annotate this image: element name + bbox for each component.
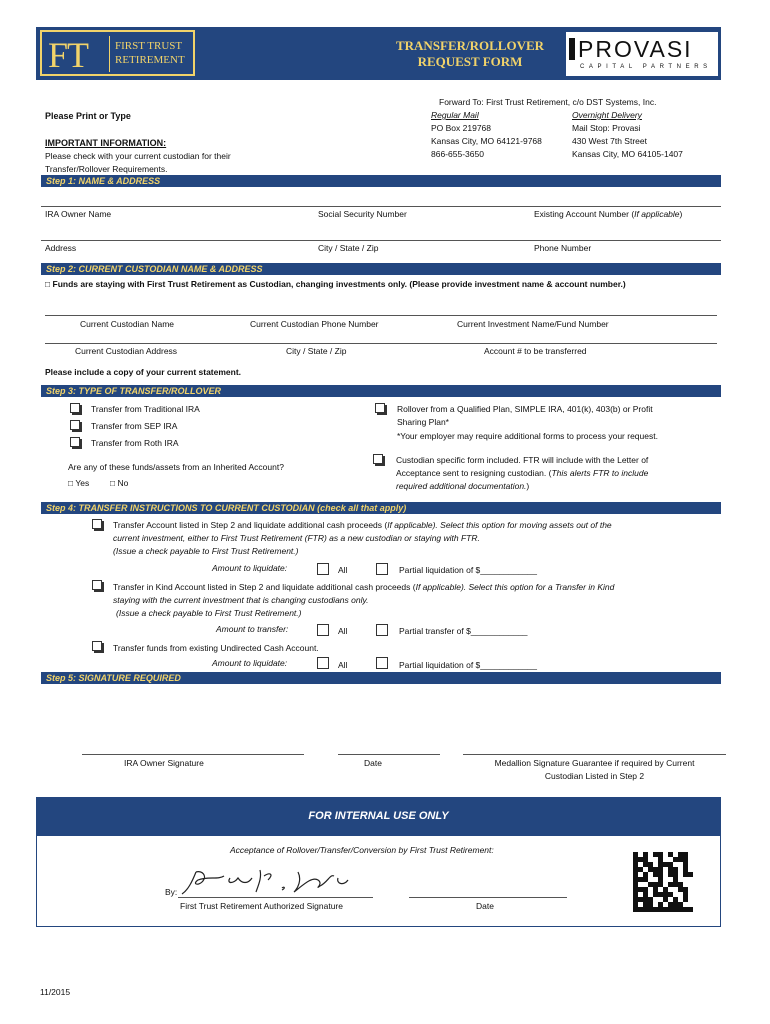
kind-text-2: staying with the current investment that is changing custodians only. [113, 595, 369, 605]
step2-row1-line [45, 315, 717, 316]
first-trust-logo [40, 30, 195, 76]
revision-date: 11/2015 [40, 987, 71, 997]
existing-account-if: If applicable [634, 209, 680, 219]
authorized-signature-line[interactable] [178, 897, 373, 898]
traditional-ira-label: Transfer from Traditional IRA [91, 404, 200, 414]
form-title-line1: TRANSFER/ROLLOVER [395, 38, 545, 53]
custodian-address-label: Current Custodian Address [75, 346, 178, 356]
overnight-line1: Mail Stop: Provasi [572, 123, 641, 133]
step1-row2-line [41, 240, 721, 241]
step1-row1-line [41, 206, 721, 207]
by-label: By: [165, 887, 178, 897]
kind-text-3: (Issue a check payable to First Trust Retirement.) [116, 608, 302, 618]
transfer-all-label: All [338, 626, 348, 636]
undirected-partial-label[interactable]: Partial liquidation of $____________ [399, 660, 538, 670]
acceptance-text: Acceptance of Rollover/Transfer/Conversion by First Trust Retirement: [230, 845, 494, 855]
medallion-label-2: Custodian Listed in Step 2 [544, 771, 645, 781]
overnight-delivery-label: Overnight Delivery [572, 110, 642, 120]
transfer-partial-label[interactable]: Partial transfer of $____________ [399, 626, 528, 636]
logo-divider [109, 36, 110, 72]
custodian-city-label: City / State / Zip [286, 346, 347, 356]
liquidate-text-1 [113, 520, 612, 530]
custodian-form-checkbox[interactable] [373, 454, 383, 464]
ssn-label: Social Security Number [318, 209, 407, 219]
step5-bar: Step 5: SIGNATURE REQUIRED [41, 672, 721, 684]
statement-note: Please include a copy of your current statement. [45, 367, 242, 377]
kind-1c: ). Select this option for a Transfer in Kind [460, 582, 615, 592]
existing-account-label [534, 209, 682, 219]
internal-date-label: Date [476, 901, 494, 911]
traditional-ira-checkbox[interactable] [70, 403, 80, 413]
transfer-in-kind-checkbox[interactable] [92, 580, 102, 590]
liquidate-text-3: (Issue a check payable to First Trust Retirement.) [113, 546, 299, 556]
kind-text-1 [113, 582, 614, 592]
liquidate-all-label: All [338, 565, 348, 575]
existing-account-close: ) [679, 209, 683, 219]
rollover-checkbox[interactable] [375, 403, 385, 413]
inherited-question: Are any of these funds/assets from an Inherited Account? [68, 462, 284, 472]
undirected-checkbox[interactable] [92, 641, 102, 651]
kind-1b: If applicable [415, 582, 461, 592]
liquidate-1b: If applicable [387, 520, 433, 530]
owner-date-label: Date [364, 758, 382, 768]
step2-bar: Step 2: CURRENT CUSTODIAN NAME & ADDRESS [41, 263, 721, 275]
rollover-note: *Your employer may require additional forms to process your request. [397, 431, 658, 441]
roth-ira-checkbox[interactable] [70, 437, 80, 447]
step2-row2-line [45, 343, 717, 344]
regular-mail-phone: 866-655-3650 [431, 149, 484, 159]
amount-liquidate-label-2: Amount to liquidate: [212, 658, 288, 668]
internal-date-line[interactable] [409, 897, 567, 898]
form-title-line2: REQUEST FORM [417, 54, 523, 69]
custodian-form-text-3 [396, 481, 529, 491]
transfer-all-checkbox[interactable] [317, 624, 329, 636]
amount-transfer-label: Amount to transfer: [216, 624, 289, 634]
step1-bar: Step 1: NAME & ADDRESS [41, 175, 721, 187]
custodian-form-2b: This alerts FTR to include [551, 468, 649, 478]
liquidate-1a: Transfer Account listed in Step 2 and liquidate additional cash proceeds ( [113, 520, 388, 530]
undirected-partial-checkbox[interactable] [376, 657, 388, 669]
liquidate-partial-checkbox[interactable] [376, 563, 388, 575]
authorized-signature-label: First Trust Retirement Authorized Signature [180, 901, 343, 911]
liquidate-checkbox[interactable] [92, 519, 102, 529]
custodian-form-2a: Acceptance sent to resigning custodian. ( [396, 468, 552, 478]
roth-ira-label: Transfer from Roth IRA [91, 438, 179, 448]
2d-barcode-icon [633, 852, 693, 912]
owner-date-line[interactable] [338, 754, 440, 755]
sep-ira-label: Transfer from SEP IRA [91, 421, 178, 431]
inherited-no-option[interactable]: □ No [110, 478, 129, 488]
liquidate-text-2: current investment, either to First Trust Retirement (FTR) as a new custodian or staying with FTR. [113, 533, 480, 543]
address-label: Address [45, 243, 77, 253]
kind-1a: Transfer in Kind Account listed in Step 2 and liquidate additional cash proceeds ( [113, 582, 416, 592]
medallion-label-1: Medallion Signature Guarantee if required by Current [494, 758, 695, 768]
liquidate-1c: ). Select this option for moving assets out of the [432, 520, 612, 530]
amount-liquidate-label: Amount to liquidate: [212, 563, 288, 573]
custodian-form-3b: ) [526, 481, 530, 491]
important-info-title: IMPORTANT INFORMATION: [45, 138, 167, 148]
provasi-bar-icon [569, 38, 575, 60]
rollover-label-2: Sharing Plan* [397, 417, 449, 427]
provasi-sub: CAPITAL PARTNERS [580, 64, 712, 70]
undirected-all-checkbox[interactable] [317, 657, 329, 669]
custodian-phone-label: Current Custodian Phone Number [250, 319, 379, 329]
sep-ira-checkbox[interactable] [70, 420, 80, 430]
phone-label: Phone Number [534, 243, 592, 253]
important-info-text-2: Transfer/Rollover Requirements. [45, 164, 168, 174]
provasi-name: PROVASI [578, 36, 693, 62]
overnight-line2: 430 West 7th Street [572, 136, 647, 146]
transfer-partial-checkbox[interactable] [376, 624, 388, 636]
liquidate-partial-label[interactable]: Partial liquidation of $____________ [399, 565, 538, 575]
owner-signature-line[interactable] [82, 754, 304, 755]
existing-account-text: Existing Account Number ( [534, 209, 635, 219]
ira-owner-name-label: IRA Owner Name [45, 209, 112, 219]
logo-line1: FIRST TRUST [115, 40, 183, 52]
important-info-text-1: Please check with your current custodian for their [45, 151, 231, 161]
regular-mail-line2: Kansas City, MO 64121-9768 [431, 136, 542, 146]
custodian-form-text-1: Custodian specific form included. FTR will include with the Letter of [396, 455, 649, 465]
custodian-form-text-2 [396, 468, 648, 478]
provasi-logo [566, 32, 718, 76]
step4-bar: Step 4: TRANSFER INSTRUCTIONS TO CURRENT CUSTODIAN (check all that apply) [41, 502, 721, 514]
owner-signature-label: IRA Owner Signature [124, 758, 204, 768]
overnight-line3: Kansas City, MO 64105-1407 [572, 149, 683, 159]
inherited-yes-option[interactable]: □ Yes [68, 478, 90, 488]
investment-name-label: Current Investment Name/Fund Number [457, 319, 609, 329]
rollover-label-1: Rollover from a Qualified Plan, SIMPLE IRA, 401(k), 403(b) or Profit [397, 404, 653, 414]
internal-use-title: FOR INTERNAL USE ONLY [36, 797, 721, 836]
logo-line2: RETIREMENT [115, 54, 185, 66]
medallion-line[interactable] [463, 754, 726, 755]
liquidate-all-checkbox[interactable] [317, 563, 329, 575]
regular-mail-label: Regular Mail [431, 110, 479, 120]
undirected-all-label: All [338, 660, 348, 670]
logo-initials: FT [48, 35, 89, 75]
step3-bar: Step 3: TYPE OF TRANSFER/ROLLOVER [41, 385, 721, 397]
print-or-type-note: Please Print or Type [45, 111, 131, 121]
signature-scribble [178, 866, 353, 898]
custodian-name-label: Current Custodian Name [80, 319, 175, 329]
forward-to-heading: Forward To: First Trust Retirement, c/o DST Systems, Inc. [439, 97, 657, 107]
city-state-zip-label: City / State / Zip [318, 243, 379, 253]
undirected-label: Transfer funds from existing Undirected Cash Account. [113, 643, 319, 653]
regular-mail-line1: PO Box 219768 [431, 123, 492, 133]
account-transfer-label: Account # to be transferred [484, 346, 587, 356]
custodian-form-3: required additional documentation. [396, 481, 527, 491]
funds-staying-option[interactable]: □ Funds are staying with First Trust Retirement as Custodian, changing investments only. (Please provide investment name & account number.) [45, 279, 626, 289]
